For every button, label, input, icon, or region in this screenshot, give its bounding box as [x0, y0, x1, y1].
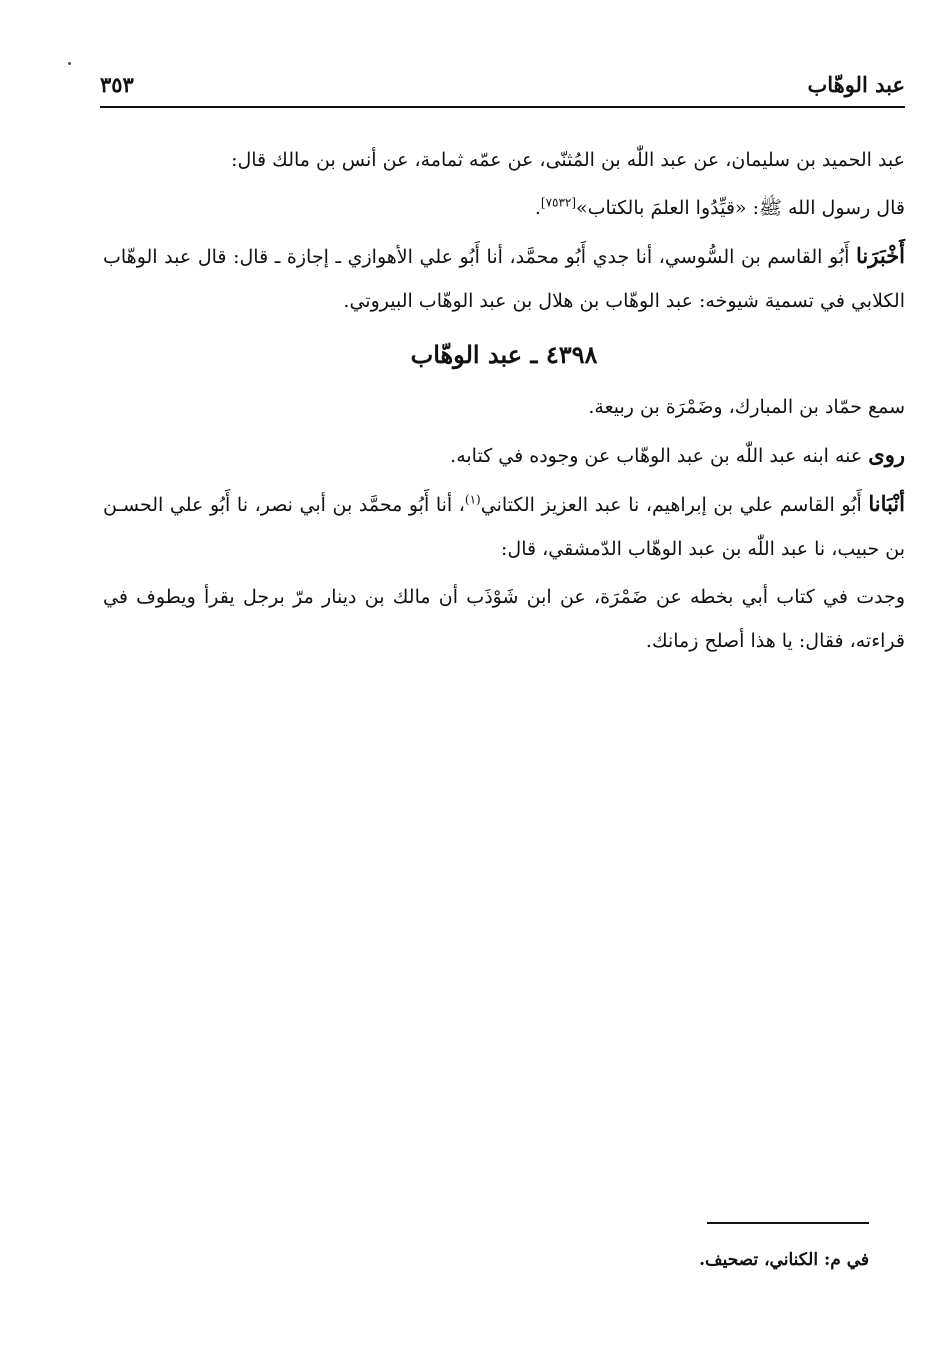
paragraph-isnad-continuation: [103, 138, 905, 182]
paragraph-text-continued: ، أنا أَبُو محمَّد بن أبي نصر، نا أَبُو علي الحسـن بن حبيب، نا عبد اللّٰه بن عبد الوهّاب الدّمشقي، قال:: [103, 494, 905, 560]
paragraph-lead-word: أنْبَانا: [868, 491, 905, 516]
paragraph-akhbarana: [103, 234, 905, 323]
scan-speck: [68, 62, 71, 65]
paragraph-text: أَبُو القاسم علي بن إبراهيم، نا عبد العزيز الكتاني: [480, 494, 862, 516]
footnote: في م: الكناني، تصحيف.: [699, 1250, 869, 1270]
paragraph-text: وجدت في كتاب أبي بخطه عن ضَمْرَة، عن ابن شَوْذَب أن مالك بن دينار مرّ برجل يقرأ ويطوف في قراءته، فقال: يا هذا أصلح زمانك.: [103, 586, 905, 652]
footnote-rule: [707, 1222, 869, 1224]
running-head: عبد الوهّاب: [807, 72, 905, 97]
paragraph-text: عبد الحميد بن سليمان، عن عبد اللّٰه بن المُثنّى، عن عمّه ثمامة، عن أنس بن مالك قال:: [231, 149, 905, 171]
paragraph-sami: [103, 385, 905, 429]
paragraph-tail: .: [534, 197, 541, 219]
paragraph-text: سمع حمّاد بن المبارك، وضَمْرَة بن ربيعة.: [588, 396, 905, 418]
paragraph-text: قال رسول الله ﷺ: «قيِّدُوا العلمَ بالكتاب»: [576, 197, 905, 219]
paragraph-text: أَبُو القاسم بن السُّوسي، أنا جدي أَبُو محمَّد، أنا أَبُو علي الأهوازي ـ إجازة ـ قال: قال عبد الوهّاب الكلابي في تسمية شيوخه: عبد الوهّاب بن هلال بن عبد الوهّاب البيروتي.: [103, 246, 905, 312]
paragraph-lead-word: روى: [868, 442, 905, 467]
hadith-number: [٧٥٣٢]: [540, 195, 577, 210]
main-text: [103, 138, 905, 667]
paragraph-hadith: [103, 186, 905, 230]
paragraph-lead-word: أَخْبَرَنا: [856, 243, 906, 268]
paragraph-rawa: [103, 433, 905, 478]
paragraph-wajadtu: [103, 575, 905, 663]
entry-heading: ٤٣٩٨ ـ عبد الوهّاب: [410, 340, 598, 369]
paragraph-anbana: [103, 482, 905, 571]
page-number: ٣٥٣: [100, 72, 134, 97]
page-header: [100, 72, 905, 104]
header-rule: [100, 106, 905, 108]
footnote-marker[interactable]: (١): [464, 492, 481, 507]
paragraph-text: عنه ابنه عبد اللّٰه بن عبد الوهّاب عن وجوده في كتابه.: [450, 445, 863, 467]
